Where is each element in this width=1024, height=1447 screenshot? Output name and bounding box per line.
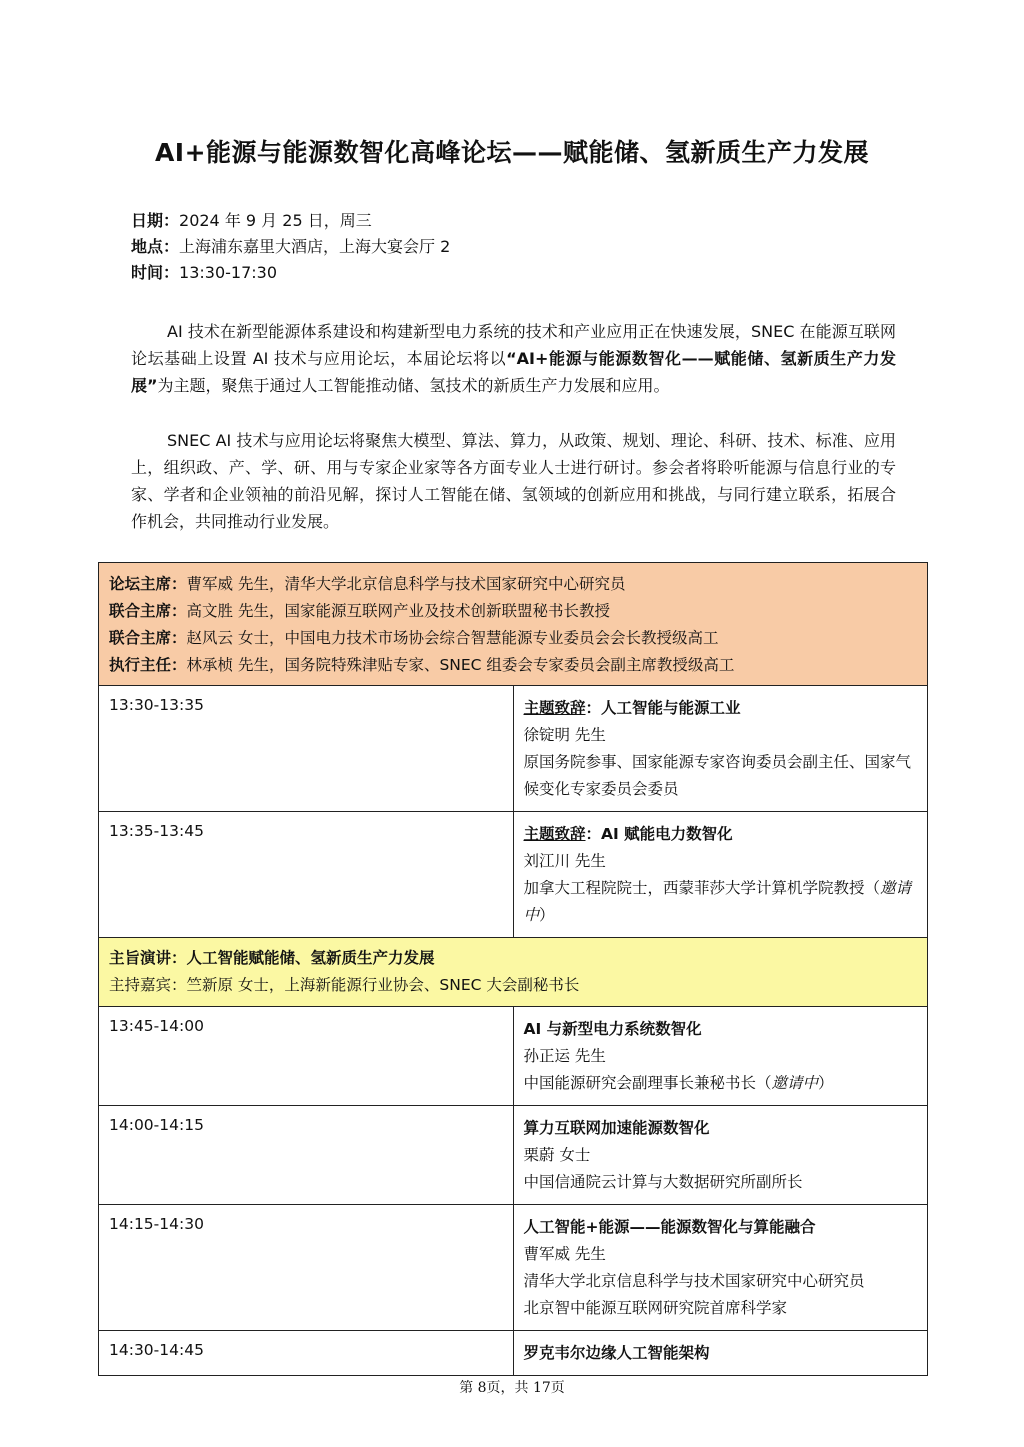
session-time: 13:35-13:45 [99,812,514,938]
intro-paragraph-2: SNEC AI 技术与应用论坛将聚焦大模型、算法、算力，从政策、规划、理论、科研、技术、标准、应用上，组织政、产、学、研、用与专家企业家等各方面专业人士进行研讨。参会者将聆听能源与信息行业的专家、学者和企业领袖的前沿见解，探讨人工智能在储、氢领域的创新应用和挑战，与同行建立联系，拓展合作机会，共同推动行业发展。 [131,431,896,531]
venue-value: 上海浦东嘉里大酒店，上海大宴会厅 2 [179,237,451,256]
session-row [99,1331,928,1376]
session-affiliation: 原国务院参事、国家能源专家咨询委员会副主任、国家气候变化专家委员会委员 [523,753,912,798]
chair-line [109,598,917,625]
chair-role: 论坛主席： [109,575,187,593]
session-title: 罗克韦尔边缘人工智能架构 [523,1344,710,1362]
keynote-title: 主旨演讲：人工智能赋能储、氢新质生产力发展 [109,949,435,967]
affiliation-text: 加拿大工程院院士，西蒙菲莎大学计算机学院教授（ [523,879,881,897]
session-details [513,812,928,938]
time-row [131,260,450,286]
session-title-text: ：人工智能与能源工业 [585,699,741,717]
session-time: 13:30-13:35 [99,686,514,812]
chair-text: 林承桢 先生，国务院特殊津贴专家、SNEC 组委会专家委员会副主席教授级高工 [186,656,735,674]
session-affiliation: 北京智中能源互联网研究院首席科学家 [523,1299,788,1317]
chair-role: 执行主任： [109,656,187,674]
session-row [99,1007,928,1106]
intro-p1-text-a: AI 技术在新型能源体系建设和构建新型电力系统的技术和产业应用正在快速发展，SNEC 在能源互联网论坛基础上设置 AI 技术与应用论坛，本届论坛将以 [131,322,896,368]
session-row [99,812,928,938]
chair-role: 联合主席： [109,629,187,647]
schedule-table [98,562,928,1376]
page-title: AI+能源与能源数智化高峰论坛——赋能储、氢新质生产力发展 [154,138,870,167]
invitation-note: 邀请中 [771,1074,819,1092]
affiliation-text: 中国能源研究会副理事长兼秘书长（ [523,1074,772,1092]
chair-line [109,625,917,652]
chair-line [109,571,917,598]
affiliation-close: ） [818,1074,834,1092]
session-affiliation [524,875,918,929]
keynote-cell [99,938,928,1007]
session-row [99,686,928,812]
session-title-prefix: 主题致辞 [523,825,586,843]
session-title [524,695,918,722]
session-affiliation [524,1070,918,1097]
affiliation-close: ） [539,906,555,924]
venue-label: 地点： [131,237,180,256]
session-speaker: 栗蔚 女士 [523,1146,591,1164]
keynote-row [99,938,928,1007]
session-details [513,1205,928,1331]
session-affiliation: 中国信通院云计算与大数据研究所副所长 [523,1173,803,1191]
venue-row [131,234,450,260]
invitation-note: 邀请中 [523,879,912,924]
page-footer: 第 8页，共 17页 [459,1380,565,1396]
session-title-prefix: 主题致辞 [523,699,586,717]
intro-p1-text-b: 为主题，聚焦于通过人工智能推动储、氢技术的新质生产力发展和应用。 [157,376,670,395]
session-title: 人工智能+能源——能源数智化与算能融合 [523,1218,816,1236]
session-details [513,1106,928,1205]
session-speaker: 孙正运 先生 [523,1047,606,1065]
date-label: 日期： [131,211,180,230]
chair-role: 联合主席： [109,602,187,620]
session-speaker: 曹军威 先生 [523,1245,606,1263]
session-speaker: 刘江川 先生 [523,852,606,870]
intro-paragraph-1 [131,318,896,399]
time-label: 时间： [131,263,180,282]
session-title [524,821,918,848]
intro-p1-theme: “AI+能源与能源数智化——赋能储、氢新质生产力发展” [131,349,896,395]
date-row [131,208,450,234]
session-details [513,1331,928,1376]
chair-text: 赵风云 女士，中国电力技术市场协会综合智慧能源专业委员会会长教授级高工 [186,629,719,647]
chair-text: 高文胜 先生，国家能源互联网产业及技术创新联盟秘书长教授 [186,602,610,620]
session-time: 14:00-14:15 [99,1106,514,1205]
session-title: AI 与新型电力系统数智化 [523,1020,702,1038]
chair-text: 曹军威 先生，清华大学北京信息科学与技术国家研究中心研究员 [186,575,626,593]
session-time: 14:30-14:45 [99,1331,514,1376]
session-time: 13:45-14:00 [99,1007,514,1106]
chairs-cell [99,563,928,686]
session-speaker: 徐锭明 先生 [523,726,606,744]
date-value: 2024 年 9 月 25 日，周三 [179,211,372,230]
session-details [513,1007,928,1106]
time-value: 13:30-17:30 [179,263,278,282]
event-meta [131,208,450,286]
session-details [513,686,928,812]
session-affiliation: 清华大学北京信息科学与技术国家研究中心研究员 [523,1272,865,1290]
chair-line [109,652,917,679]
session-row [99,1106,928,1205]
session-title-text: ：AI 赋能电力数智化 [585,825,733,843]
session-time: 14:15-14:30 [99,1205,514,1331]
keynote-host: 主持嘉宾：竺新原 女士，上海新能源行业协会、SNEC 大会副秘书长 [109,976,580,994]
session-row [99,1205,928,1331]
chairs-row [99,563,928,686]
session-title: 算力互联网加速能源数智化 [523,1119,710,1137]
